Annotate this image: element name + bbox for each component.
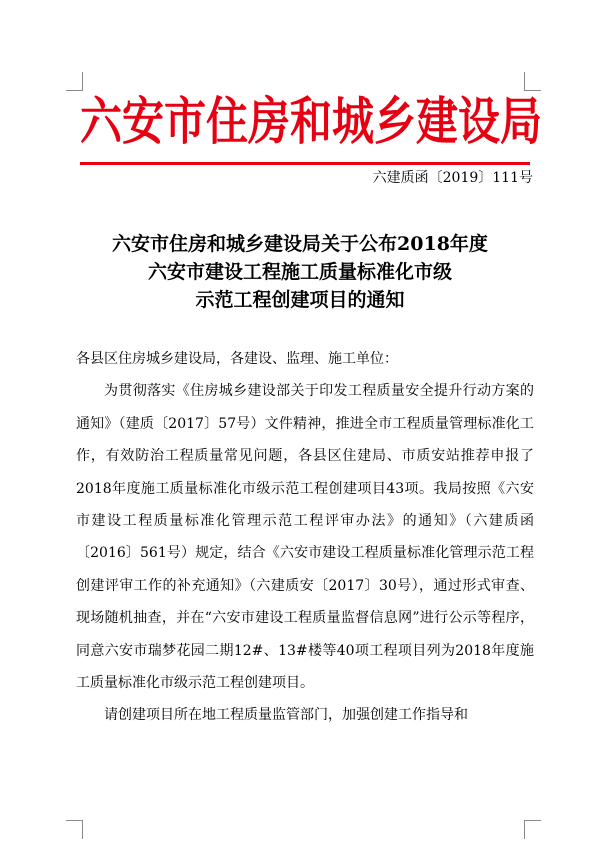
crop-mark-bottom-left bbox=[66, 820, 83, 839]
title-line-1: 六安市住房和城乡建设局关于公布2018年度 bbox=[112, 233, 488, 255]
masthead: 六安市住房和城乡建设局 bbox=[80, 91, 543, 152]
document-number: 六建质函〔2019〕111号 bbox=[372, 170, 533, 186]
body-paragraph-1: 为贯彻落实《住房城乡建设部关于印发工程质量安全提升行动方案的通知》（建质〔2017〕57号）文件精神，推进全市工程质量管理标准化工作，有效防治工程质量常见问题，各县区住建局、市质安站推荐申报了2018年度施工质量标准化市级示范工程创建项目43项。我局按照《六安市建设工程质量标准化管理示范工程评审办法》的通知》（六建质函〔2016〕561号）规定，结合《六安市建设工程质量标准化管理示范工程创建评审工作的补充通知》（六建质安〔2017〕30号），通过形式审查、现场随机抽查，并在“六安市建设工程质量监督信息网”进行公示等程序，同意六安市瑞梦花园二期12#、13#楼等40项工程项目列为2018年度施工质量标准化市级示范工程创建项目。 bbox=[76, 383, 534, 692]
title-line-3: 示范工程创建项目的通知 bbox=[195, 289, 405, 311]
body-paragraph-2: 请创建项目所在地工程质量监管部门，加强创建工作指导和 bbox=[104, 707, 468, 724]
crop-mark-bottom-right bbox=[524, 820, 541, 839]
salutation: 各县区住房城乡建设局，各建设、监理、施工单位： bbox=[76, 351, 398, 367]
document-title bbox=[60, 230, 540, 314]
document-body bbox=[76, 343, 534, 732]
masthead-red-rule bbox=[80, 162, 530, 165]
title-line-2: 六安市建设工程施工质量标准化市级 bbox=[147, 261, 452, 283]
